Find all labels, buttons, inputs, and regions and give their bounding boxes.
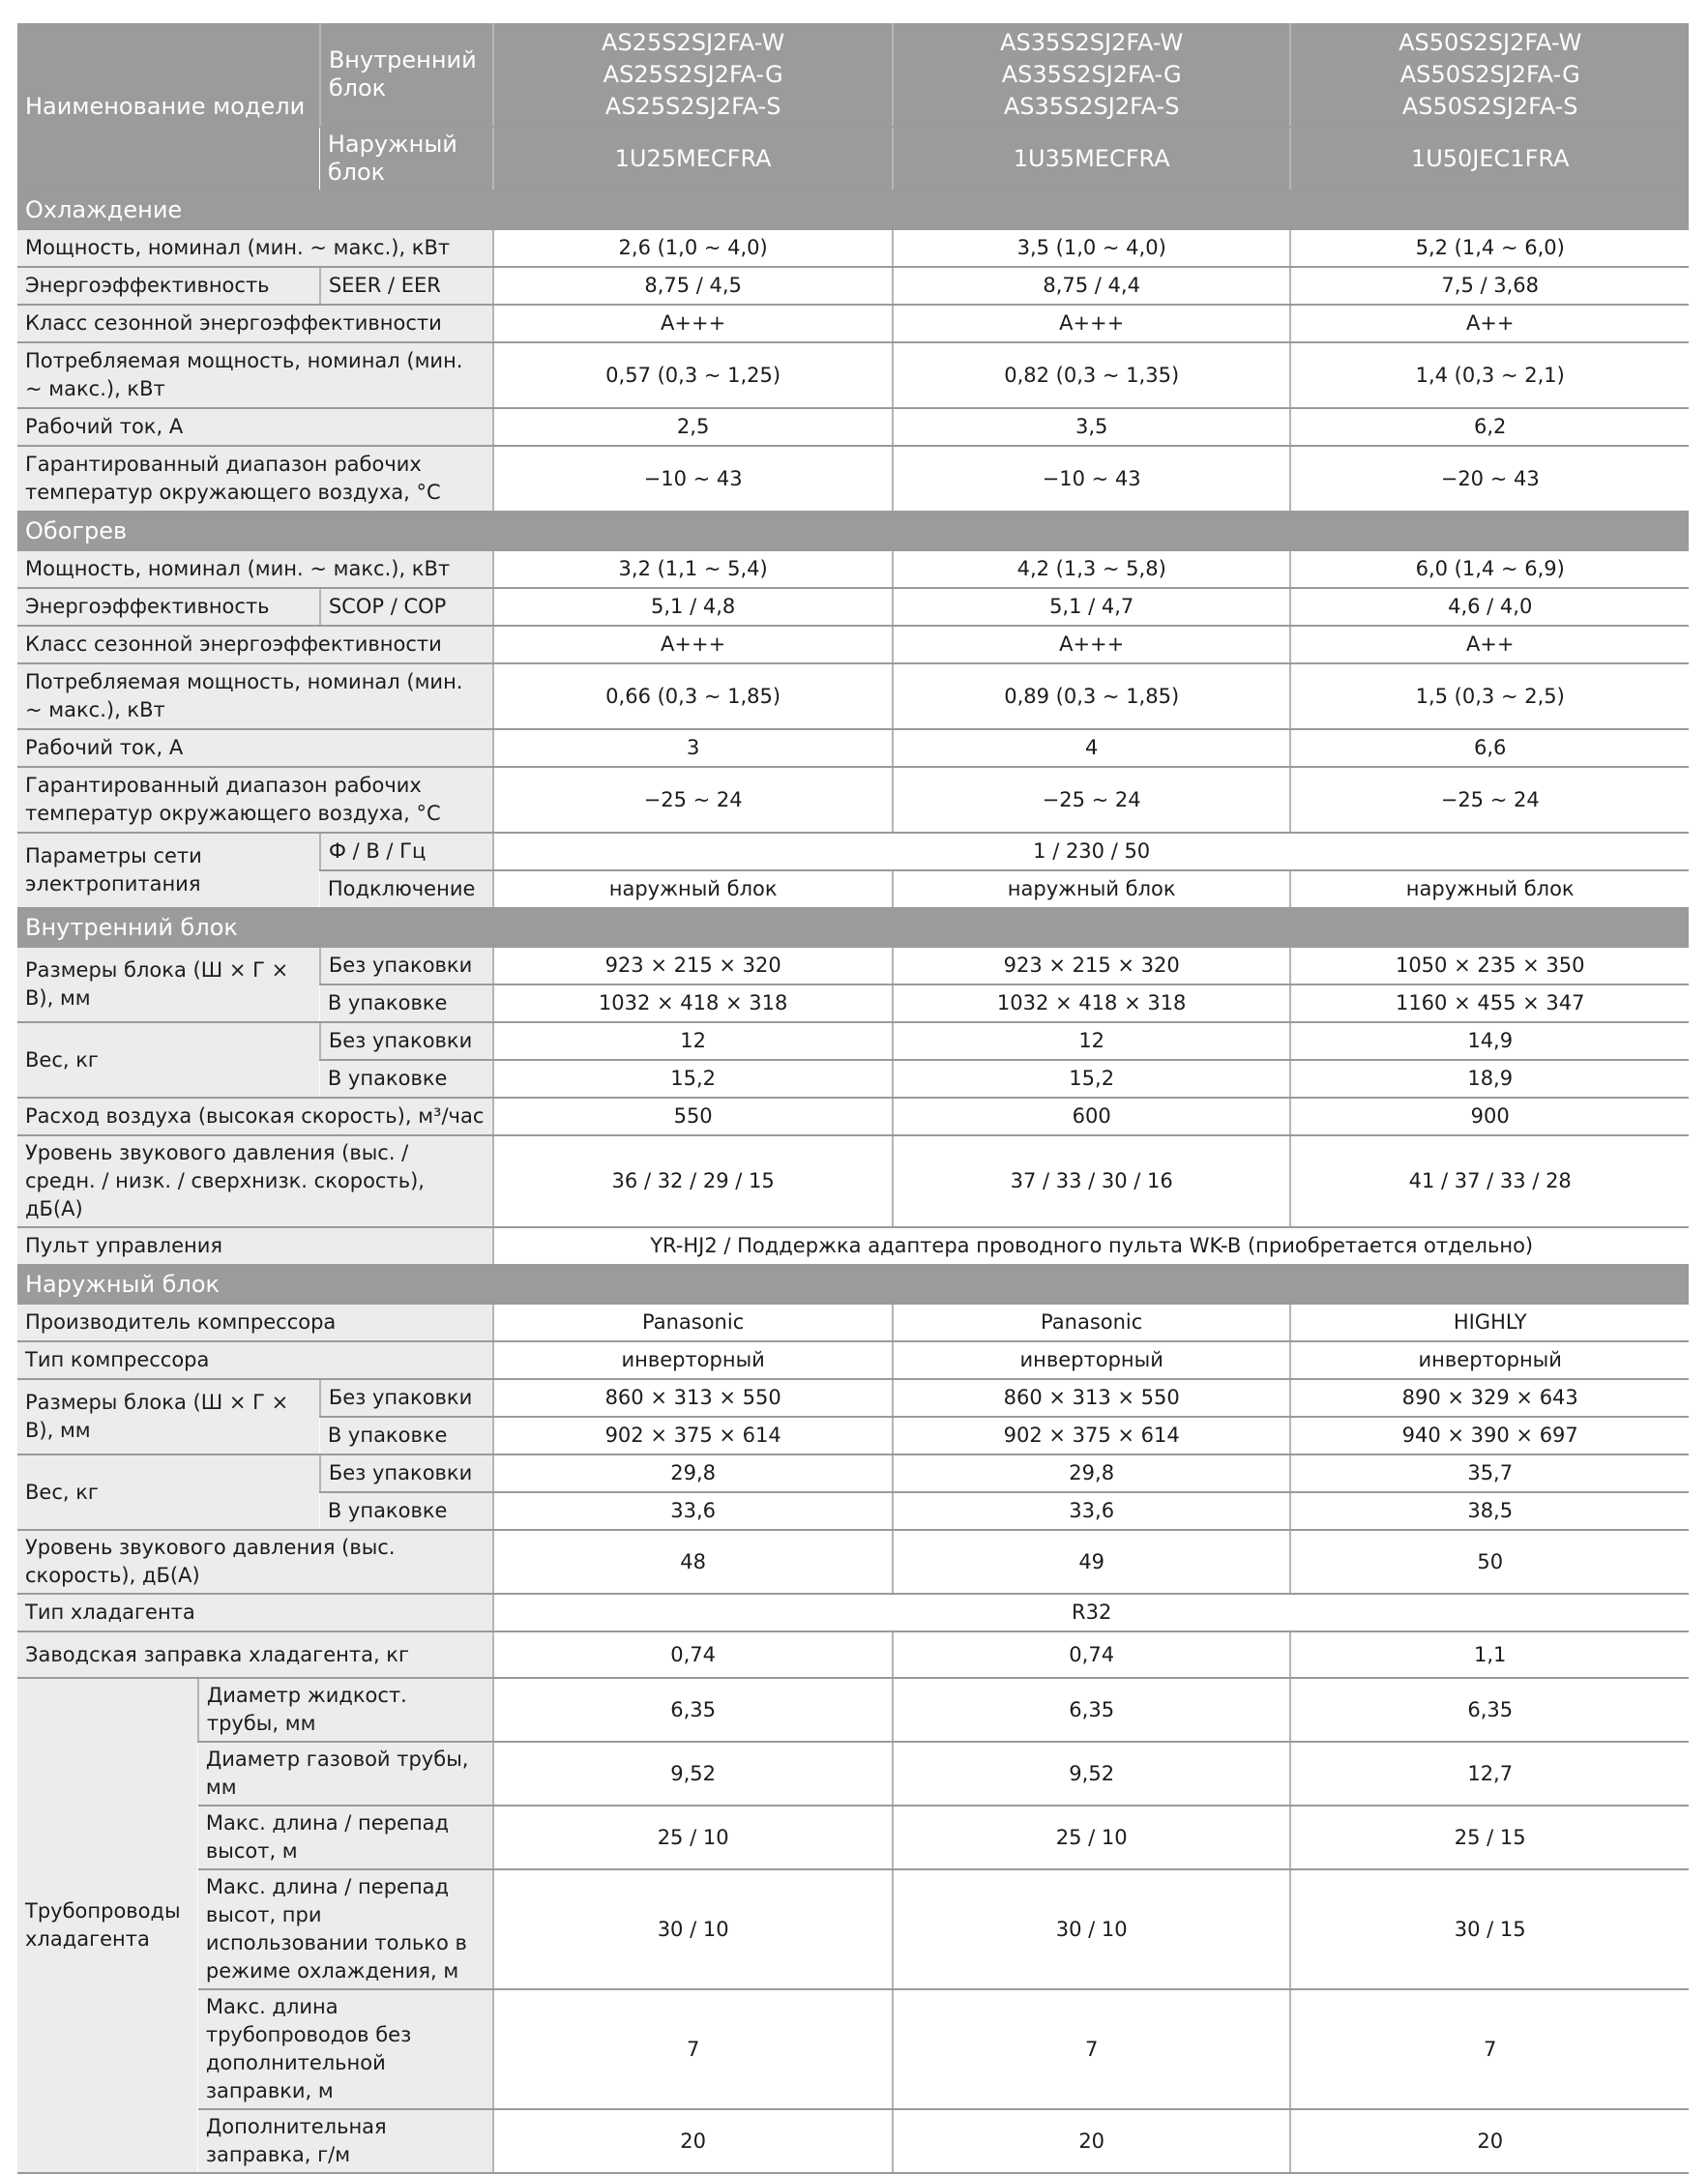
model-name-header: Наименование модели	[17, 23, 320, 191]
row-sublabel: Без упаковки	[320, 1379, 494, 1417]
cell: 33,6	[893, 1492, 1291, 1530]
outdoor-unit-header: Наружный блок	[320, 127, 494, 191]
cell: 860 × 313 × 550	[893, 1379, 1291, 1417]
cell: 6,0 (1,4 ~ 6,9)	[1290, 550, 1689, 588]
cell: A+++	[493, 305, 893, 342]
cell: 3,2 (1,1 ~ 5,4)	[493, 550, 893, 588]
spec-table	[17, 23, 1689, 2174]
cell: 12	[493, 1022, 893, 1060]
cell: 20	[1290, 2109, 1689, 2173]
row-sublabel: SCOP / COP	[320, 588, 494, 626]
cell: Panasonic	[893, 1304, 1291, 1341]
cell: 940 × 390 × 697	[1290, 1417, 1689, 1454]
cell: 36 / 32 / 29 / 15	[493, 1135, 893, 1227]
row-label: Тип компрессора	[17, 1341, 493, 1379]
model-1-indoor: AS25S2SJ2FA-W AS25S2SJ2FA-G AS25S2SJ2FA-S	[493, 23, 893, 127]
cell: 1160 × 455 × 347	[1290, 984, 1689, 1022]
row-label: Диаметр газовой трубы, мм	[198, 1742, 493, 1806]
row-sublabel: В упаковке	[320, 1060, 494, 1098]
cell: Panasonic	[493, 1304, 893, 1341]
row-label: Тип хладагента	[17, 1594, 493, 1631]
cell: YR-HJ2 / Поддержка адаптера проводного пульта WK-B (приобретается отдельно)	[493, 1227, 1689, 1265]
cell: 25 / 10	[893, 1806, 1291, 1869]
cell: 8,75 / 4,4	[893, 267, 1291, 305]
cell: −10 ~ 43	[493, 446, 893, 512]
row-label: Класс сезонной энергоэффективности	[17, 626, 493, 663]
cell: 18,9	[1290, 1060, 1689, 1098]
cell: 0,74	[493, 1631, 893, 1678]
row-label: Потребляемая мощность, номинал (мин. ~ макс.), кВт	[17, 342, 493, 408]
cell: 6,6	[1290, 729, 1689, 767]
row-label: Пульт управления	[17, 1227, 493, 1265]
indoor-unit-header: Внутренний блок	[320, 23, 494, 127]
cell: A++	[1290, 626, 1689, 663]
cell: 1032 × 418 × 318	[893, 984, 1291, 1022]
cell: A+++	[893, 626, 1291, 663]
cell: 12,7	[1290, 1742, 1689, 1806]
cell: 0,74	[893, 1631, 1291, 1678]
cell: 33,6	[493, 1492, 893, 1530]
cell: 25 / 10	[493, 1806, 893, 1869]
cell: 1,1	[1290, 1631, 1689, 1678]
cell: 35,7	[1290, 1454, 1689, 1492]
cell: 30 / 15	[1290, 1869, 1689, 1989]
cell: 4,2 (1,3 ~ 5,8)	[893, 550, 1291, 588]
cell: 15,2	[493, 1060, 893, 1098]
cell: 15,2	[893, 1060, 1291, 1098]
cell: 1,4 (0,3 ~ 2,1)	[1290, 342, 1689, 408]
cell: 14,9	[1290, 1022, 1689, 1060]
model-3-outdoor: 1U50JEC1FRA	[1290, 127, 1689, 191]
cell: −20 ~ 43	[1290, 446, 1689, 512]
cell: 29,8	[493, 1454, 893, 1492]
cell: 9,52	[893, 1742, 1291, 1806]
model-2-outdoor: 1U35MECFRA	[893, 127, 1291, 191]
cell: 6,35	[893, 1678, 1291, 1742]
cell: 37 / 33 / 30 / 16	[893, 1135, 1291, 1227]
row-sublabel: В упаковке	[320, 1417, 494, 1454]
row-sublabel: В упаковке	[320, 1492, 494, 1530]
cell: 3,5	[893, 408, 1291, 446]
row-label: Потребляемая мощность, номинал (мин. ~ макс.), кВт	[17, 663, 493, 729]
cell: 5,1 / 4,8	[493, 588, 893, 626]
cell: A+++	[893, 305, 1291, 342]
row-label: Энергоэффективность	[17, 588, 320, 626]
cell: −10 ~ 43	[893, 446, 1291, 512]
cell: 1,5 (0,3 ~ 2,5)	[1290, 663, 1689, 729]
row-label: Дополнительная заправка, г/м	[198, 2109, 493, 2173]
cell: 890 × 329 × 643	[1290, 1379, 1689, 1417]
cell: 2,6 (1,0 ~ 4,0)	[493, 229, 893, 267]
cell: 1032 × 418 × 318	[493, 984, 893, 1022]
cell: 4	[893, 729, 1291, 767]
cell: 48	[493, 1530, 893, 1594]
cell: 5,2 (1,4 ~ 6,0)	[1290, 229, 1689, 267]
cell: 902 × 375 × 614	[893, 1417, 1291, 1454]
cell: 7	[893, 1989, 1291, 2109]
cell: 41 / 37 / 33 / 28	[1290, 1135, 1689, 1227]
row-label: Рабочий ток, А	[17, 408, 493, 446]
row-label: Заводская заправка хладагента, кг	[17, 1631, 493, 1678]
row-label: Рабочий ток, А	[17, 729, 493, 767]
cell: 1 / 230 / 50	[493, 833, 1689, 870]
section-outdoor: Наружный блок	[17, 1265, 1689, 1304]
cell: 0,66 (0,3 ~ 1,85)	[493, 663, 893, 729]
cell: R32	[493, 1594, 1689, 1631]
model-1-outdoor: 1U25MECFRA	[493, 127, 893, 191]
cell: 923 × 215 × 320	[493, 947, 893, 984]
row-sublabel: Без упаковки	[320, 1022, 494, 1060]
row-label: Вес, кг	[17, 1022, 320, 1098]
cell: 6,2	[1290, 408, 1689, 446]
cell: 29,8	[893, 1454, 1291, 1492]
row-label: Класс сезонной энергоэффективности	[17, 305, 493, 342]
row-label: Макс. длина / перепад высот, при использовании только в режиме охлаждения, м	[198, 1869, 493, 1989]
cell: инверторный	[1290, 1341, 1689, 1379]
section-cooling: Охлаждение	[17, 191, 1689, 229]
model-3-indoor: AS50S2SJ2FA-W AS50S2SJ2FA-G AS50S2SJ2FA-S	[1290, 23, 1689, 127]
cell: 6,35	[1290, 1678, 1689, 1742]
row-sublabel: В упаковке	[320, 984, 494, 1022]
cell: −25 ~ 24	[493, 767, 893, 833]
row-label: Размеры блока (Ш × Г × В), мм	[17, 1379, 320, 1454]
cell: наружный блок	[493, 870, 893, 908]
section-indoor: Внутренний блок	[17, 908, 1689, 947]
cell: 900	[1290, 1098, 1689, 1135]
row-label: Расход воздуха (высокая скорость), м³/час	[17, 1098, 493, 1135]
cell: инверторный	[493, 1341, 893, 1379]
cell: 0,89 (0,3 ~ 1,85)	[893, 663, 1291, 729]
cell: 20	[493, 2109, 893, 2173]
row-label: Гарантированный диапазон рабочих температур окружающего воздуха, °С	[17, 767, 493, 833]
cell: 12	[893, 1022, 1291, 1060]
cell: 3	[493, 729, 893, 767]
cell: HIGHLY	[1290, 1304, 1689, 1341]
row-label: Мощность, номинал (мин. ~ макс.), кВт	[17, 550, 493, 588]
cell: 38,5	[1290, 1492, 1689, 1530]
cell: 49	[893, 1530, 1291, 1594]
cell: A+++	[493, 626, 893, 663]
cell: 4,6 / 4,0	[1290, 588, 1689, 626]
cell: 30 / 10	[493, 1869, 893, 1989]
cell: 902 × 375 × 614	[493, 1417, 893, 1454]
cell: 50	[1290, 1530, 1689, 1594]
cell: наружный блок	[1290, 870, 1689, 908]
cell: 3,5 (1,0 ~ 4,0)	[893, 229, 1291, 267]
row-label: Уровень звукового давления (выс. скорость), дБ(А)	[17, 1530, 493, 1594]
cell: A++	[1290, 305, 1689, 342]
model-2-indoor: AS35S2SJ2FA-W AS35S2SJ2FA-G AS35S2SJ2FA-S	[893, 23, 1291, 127]
cell: 1050 × 235 × 350	[1290, 947, 1689, 984]
cell: 9,52	[493, 1742, 893, 1806]
row-label: Энергоэффективность	[17, 267, 320, 305]
cell: 8,75 / 4,5	[493, 267, 893, 305]
cell: −25 ~ 24	[1290, 767, 1689, 833]
row-label: Вес, кг	[17, 1454, 320, 1530]
cell: инверторный	[893, 1341, 1291, 1379]
cell: 7,5 / 3,68	[1290, 267, 1689, 305]
cell: 5,1 / 4,7	[893, 588, 1291, 626]
cell: 600	[893, 1098, 1291, 1135]
cell: 923 × 215 × 320	[893, 947, 1291, 984]
row-sublabel: Без упаковки	[320, 947, 494, 984]
cell: 2,5	[493, 408, 893, 446]
power-supply-label: Параметры сети электропитания	[17, 833, 320, 908]
row-label: Размеры блока (Ш × Г × В), мм	[17, 947, 320, 1022]
cell: наружный блок	[893, 870, 1291, 908]
cell: 860 × 313 × 550	[493, 1379, 893, 1417]
row-label: Производитель компрессора	[17, 1304, 493, 1341]
row-sublabel: Подключение	[320, 870, 494, 908]
row-label: Гарантированный диапазон рабочих температур окружающего воздуха, °С	[17, 446, 493, 512]
row-sublabel: Без упаковки	[320, 1454, 494, 1492]
cell: 20	[893, 2109, 1291, 2173]
cell: 0,82 (0,3 ~ 1,35)	[893, 342, 1291, 408]
section-heating: Обогрев	[17, 512, 1689, 550]
row-label: Макс. длина трубопроводов без дополнительной заправки, м	[198, 1989, 493, 2109]
cell: 25 / 15	[1290, 1806, 1689, 1869]
row-sublabel: Ф / В / Гц	[320, 833, 494, 870]
cell: 6,35	[493, 1678, 893, 1742]
cell: 30 / 10	[893, 1869, 1291, 1989]
row-label: Диаметр жидкост. трубы, мм	[198, 1678, 493, 1742]
cell: 7	[1290, 1989, 1689, 2109]
row-sublabel: SEER / EER	[320, 267, 494, 305]
row-label: Уровень звукового давления (выс. / средн. / низк. / сверхнизк. скорость), дБ(А)	[17, 1135, 493, 1227]
row-label: Макс. длина / перепад высот, м	[198, 1806, 493, 1869]
row-label: Мощность, номинал (мин. ~ макс.), кВт	[17, 229, 493, 267]
cell: −25 ~ 24	[893, 767, 1291, 833]
piping-label: Трубопроводы хладагента	[17, 1678, 198, 2173]
cell: 7	[493, 1989, 893, 2109]
cell: 0,57 (0,3 ~ 1,25)	[493, 342, 893, 408]
cell: 550	[493, 1098, 893, 1135]
